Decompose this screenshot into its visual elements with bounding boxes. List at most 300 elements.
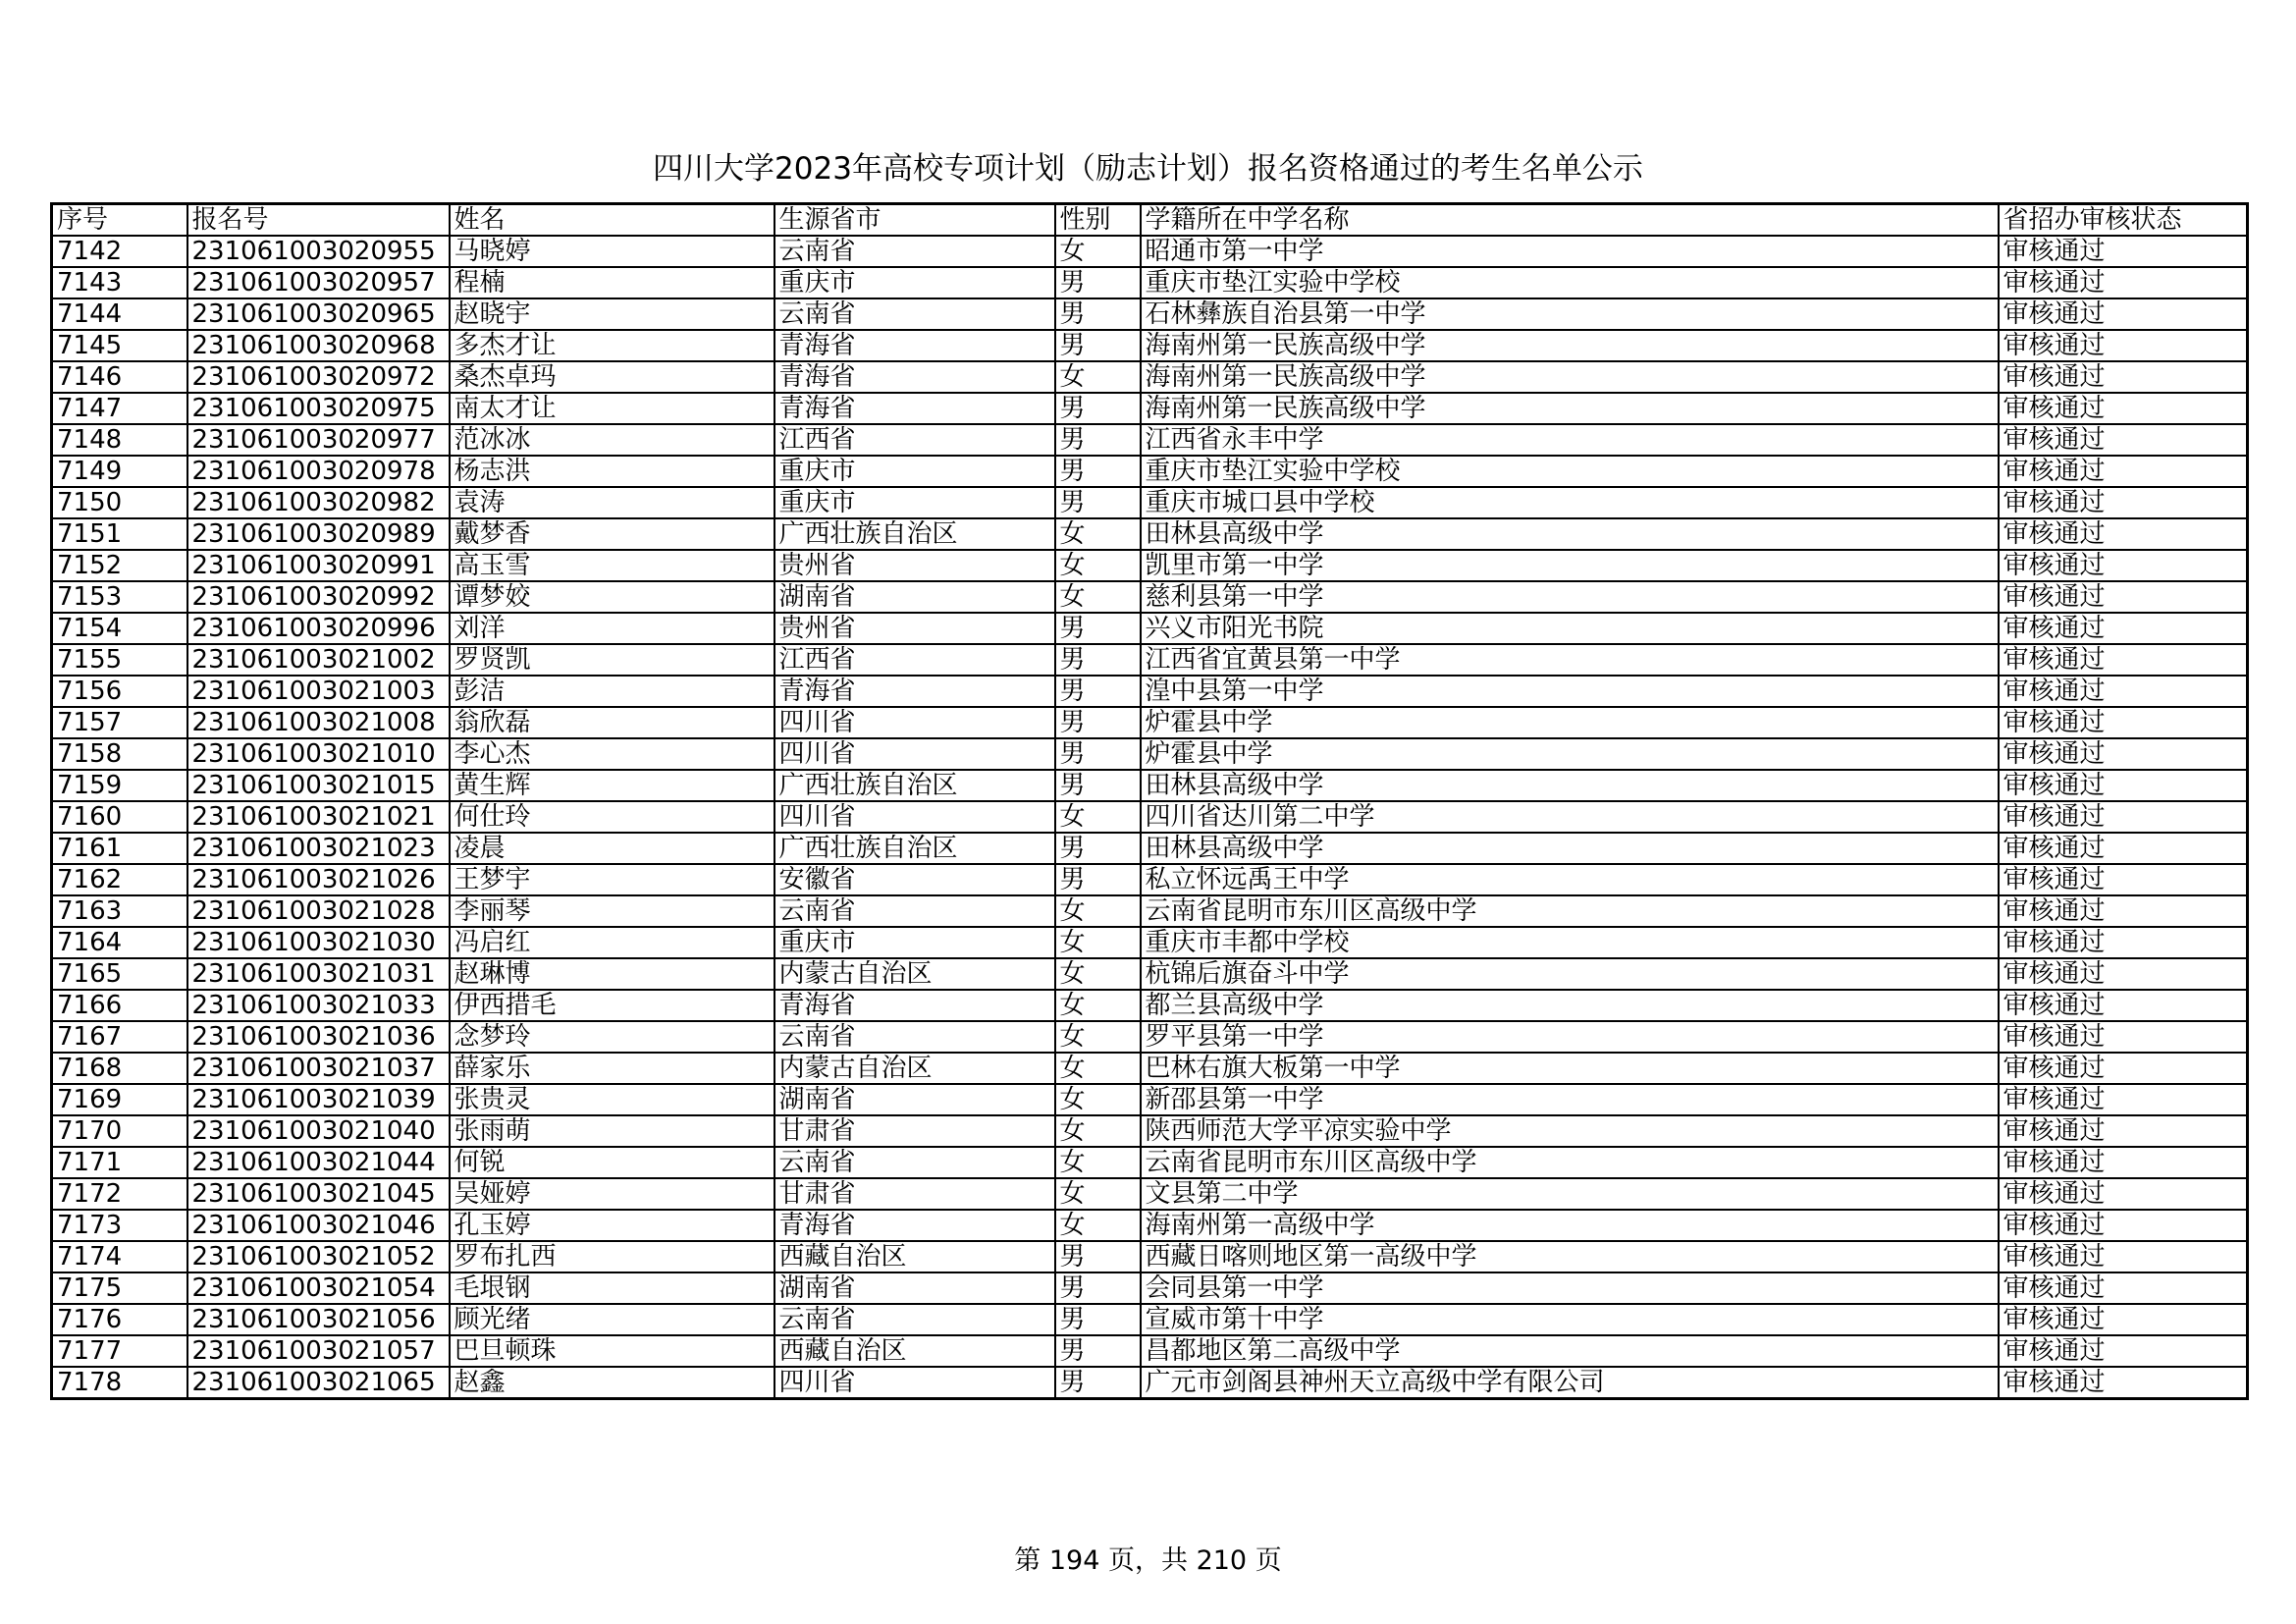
- cell-gender: 男: [1055, 1304, 1141, 1335]
- cell-registration-number: 231061003021056: [187, 1304, 450, 1335]
- cell-school: 重庆市城口县中学校: [1141, 487, 1999, 518]
- cell-school: 西藏日喀则地区第一高级中学: [1141, 1241, 1999, 1272]
- cell-registration-number: 231061003021003: [187, 676, 450, 707]
- table-row: [52, 676, 2248, 707]
- cell-province: 甘肃省: [774, 1115, 1055, 1147]
- table-row: [52, 456, 2248, 487]
- cell-review-status: 审核通过: [1999, 1210, 2248, 1241]
- cell-school: 宣威市第十中学: [1141, 1304, 1999, 1335]
- cell-gender: 男: [1055, 456, 1141, 487]
- cell-review-status: 审核通过: [1999, 1367, 2248, 1399]
- cell-registration-number: 231061003021036: [187, 1021, 450, 1053]
- cell-gender: 男: [1055, 833, 1141, 864]
- cell-gender: 男: [1055, 1335, 1141, 1367]
- cell-review-status: 审核通过: [1999, 1304, 2248, 1335]
- cell-name: 毛垠钢: [450, 1272, 774, 1304]
- table-row: [52, 1241, 2248, 1272]
- table-row: [52, 927, 2248, 958]
- cell-school: 巴林右旗大板第一中学: [1141, 1053, 1999, 1084]
- cell-gender: 女: [1055, 895, 1141, 927]
- cell-index: 7155: [52, 644, 187, 676]
- cell-name: 黄生辉: [450, 770, 774, 801]
- cell-review-status: 审核通过: [1999, 267, 2248, 298]
- cell-index: 7177: [52, 1335, 187, 1367]
- cell-gender: 男: [1055, 676, 1141, 707]
- cell-registration-number: 231061003021023: [187, 833, 450, 864]
- cell-province: 云南省: [774, 1304, 1055, 1335]
- cell-gender: 男: [1055, 613, 1141, 644]
- column-header-registration-number: 报名号: [187, 204, 450, 237]
- cell-province: 西藏自治区: [774, 1241, 1055, 1272]
- cell-name: 薛家乐: [450, 1053, 774, 1084]
- cell-gender: 男: [1055, 487, 1141, 518]
- cell-gender: 女: [1055, 990, 1141, 1021]
- cell-index: 7163: [52, 895, 187, 927]
- cell-index: 7176: [52, 1304, 187, 1335]
- cell-review-status: 审核通过: [1999, 1241, 2248, 1272]
- cell-name: 多杰才让: [450, 330, 774, 361]
- cell-province: 重庆市: [774, 487, 1055, 518]
- table-row: [52, 267, 2248, 298]
- cell-name: 谭梦姣: [450, 581, 774, 613]
- table-row: [52, 330, 2248, 361]
- cell-province: 青海省: [774, 393, 1055, 424]
- cell-index: 7173: [52, 1210, 187, 1241]
- cell-gender: 女: [1055, 581, 1141, 613]
- cell-registration-number: 231061003021046: [187, 1210, 450, 1241]
- cell-gender: 女: [1055, 361, 1141, 393]
- cell-index: 7159: [52, 770, 187, 801]
- cell-province: 云南省: [774, 1021, 1055, 1053]
- cell-gender: 女: [1055, 1021, 1141, 1053]
- cell-registration-number: 231061003021057: [187, 1335, 450, 1367]
- cell-province: 青海省: [774, 330, 1055, 361]
- cell-school: 广元市剑阁县神州天立高级中学有限公司: [1141, 1367, 1999, 1399]
- cell-name: 彭洁: [450, 676, 774, 707]
- cell-index: 7154: [52, 613, 187, 644]
- cell-name: 念梦玲: [450, 1021, 774, 1053]
- cell-review-status: 审核通过: [1999, 236, 2248, 267]
- cell-name: 赵晓宇: [450, 298, 774, 330]
- table-row: [52, 864, 2248, 895]
- cell-index: 7146: [52, 361, 187, 393]
- cell-province: 云南省: [774, 236, 1055, 267]
- table-row: [52, 550, 2248, 581]
- cell-index: 7151: [52, 518, 187, 550]
- cell-school: 重庆市垫江实验中学校: [1141, 267, 1999, 298]
- cell-registration-number: 231061003021030: [187, 927, 450, 958]
- cell-review-status: 审核通过: [1999, 990, 2248, 1021]
- cell-registration-number: 231061003020991: [187, 550, 450, 581]
- cell-name: 伊西措毛: [450, 990, 774, 1021]
- cell-province: 青海省: [774, 676, 1055, 707]
- table-row: [52, 1021, 2248, 1053]
- cell-index: 7145: [52, 330, 187, 361]
- cell-registration-number: 231061003020977: [187, 424, 450, 456]
- cell-registration-number: 231061003020996: [187, 613, 450, 644]
- cell-index: 7160: [52, 801, 187, 833]
- table-row: [52, 1272, 2248, 1304]
- cell-gender: 女: [1055, 550, 1141, 581]
- cell-index: 7150: [52, 487, 187, 518]
- cell-review-status: 审核通过: [1999, 581, 2248, 613]
- cell-name: 罗贤凯: [450, 644, 774, 676]
- cell-registration-number: 231061003021028: [187, 895, 450, 927]
- cell-gender: 女: [1055, 1178, 1141, 1210]
- cell-school: 江西省永丰中学: [1141, 424, 1999, 456]
- cell-name: 翁欣磊: [450, 707, 774, 738]
- cell-gender: 男: [1055, 393, 1141, 424]
- cell-name: 刘洋: [450, 613, 774, 644]
- cell-school: 石林彝族自治县第一中学: [1141, 298, 1999, 330]
- cell-name: 李丽琴: [450, 895, 774, 927]
- cell-province: 湖南省: [774, 1272, 1055, 1304]
- cell-name: 巴旦顿珠: [450, 1335, 774, 1367]
- cell-school: 田林县高级中学: [1141, 770, 1999, 801]
- cell-review-status: 审核通过: [1999, 393, 2248, 424]
- cell-gender: 男: [1055, 770, 1141, 801]
- cell-review-status: 审核通过: [1999, 833, 2248, 864]
- cell-gender: 女: [1055, 1147, 1141, 1178]
- cell-name: 南太才让: [450, 393, 774, 424]
- cell-province: 重庆市: [774, 456, 1055, 487]
- cell-school: 凯里市第一中学: [1141, 550, 1999, 581]
- cell-province: 甘肃省: [774, 1178, 1055, 1210]
- cell-province: 广西壮族自治区: [774, 518, 1055, 550]
- cell-school: 海南州第一高级中学: [1141, 1210, 1999, 1241]
- cell-school: 云南省昆明市东川区高级中学: [1141, 1147, 1999, 1178]
- table-row: [52, 1335, 2248, 1367]
- cell-province: 湖南省: [774, 1084, 1055, 1115]
- cell-school: 私立怀远禹王中学: [1141, 864, 1999, 895]
- cell-gender: 男: [1055, 424, 1141, 456]
- cell-school: 炉霍县中学: [1141, 738, 1999, 770]
- cell-school: 文县第二中学: [1141, 1178, 1999, 1210]
- cell-index: 7142: [52, 236, 187, 267]
- column-header-name: 姓名: [450, 204, 774, 237]
- cell-gender: 女: [1055, 518, 1141, 550]
- cell-index: 7162: [52, 864, 187, 895]
- cell-index: 7168: [52, 1053, 187, 1084]
- cell-school: 湟中县第一中学: [1141, 676, 1999, 707]
- cell-registration-number: 231061003020968: [187, 330, 450, 361]
- cell-school: 海南州第一民族高级中学: [1141, 393, 1999, 424]
- table-header-row: [52, 204, 2248, 237]
- cell-school: 海南州第一民族高级中学: [1141, 361, 1999, 393]
- cell-review-status: 审核通过: [1999, 1115, 2248, 1147]
- cell-name: 赵鑫: [450, 1367, 774, 1399]
- cell-registration-number: 231061003021065: [187, 1367, 450, 1399]
- cell-school: 慈利县第一中学: [1141, 581, 1999, 613]
- cell-review-status: 审核通过: [1999, 487, 2248, 518]
- table-row: [52, 958, 2248, 990]
- cell-index: 7178: [52, 1367, 187, 1399]
- cell-review-status: 审核通过: [1999, 895, 2248, 927]
- cell-review-status: 审核通过: [1999, 456, 2248, 487]
- cell-registration-number: 231061003021040: [187, 1115, 450, 1147]
- cell-gender: 女: [1055, 927, 1141, 958]
- cell-gender: 男: [1055, 1272, 1141, 1304]
- cell-index: 7172: [52, 1178, 187, 1210]
- table-row: [52, 236, 2248, 267]
- cell-index: 7170: [52, 1115, 187, 1147]
- cell-province: 西藏自治区: [774, 1335, 1055, 1367]
- cell-index: 7175: [52, 1272, 187, 1304]
- cell-gender: 男: [1055, 298, 1141, 330]
- table-row: [52, 518, 2248, 550]
- cell-index: 7153: [52, 581, 187, 613]
- cell-registration-number: 231061003021039: [187, 1084, 450, 1115]
- cell-registration-number: 231061003020957: [187, 267, 450, 298]
- cell-school: 陕西师范大学平凉实验中学: [1141, 1115, 1999, 1147]
- cell-name: 王梦宇: [450, 864, 774, 895]
- table-row: [52, 393, 2248, 424]
- table-row: [52, 1053, 2248, 1084]
- table-row: [52, 801, 2248, 833]
- cell-province: 青海省: [774, 990, 1055, 1021]
- cell-gender: 女: [1055, 1053, 1141, 1084]
- table-row: [52, 1304, 2248, 1335]
- cell-registration-number: 231061003021015: [187, 770, 450, 801]
- cell-review-status: 审核通过: [1999, 1053, 2248, 1084]
- cell-registration-number: 231061003020989: [187, 518, 450, 550]
- cell-review-status: 审核通过: [1999, 644, 2248, 676]
- cell-index: 7169: [52, 1084, 187, 1115]
- table-row: [52, 424, 2248, 456]
- cell-gender: 女: [1055, 1115, 1141, 1147]
- cell-index: 7148: [52, 424, 187, 456]
- cell-province: 重庆市: [774, 267, 1055, 298]
- cell-index: 7161: [52, 833, 187, 864]
- cell-review-status: 审核通过: [1999, 1272, 2248, 1304]
- cell-gender: 男: [1055, 330, 1141, 361]
- cell-gender: 男: [1055, 1367, 1141, 1399]
- cell-school: 田林县高级中学: [1141, 833, 1999, 864]
- candidate-table: [50, 202, 2249, 1400]
- cell-gender: 女: [1055, 236, 1141, 267]
- cell-name: 程楠: [450, 267, 774, 298]
- cell-index: 7174: [52, 1241, 187, 1272]
- table-row: [52, 1367, 2248, 1399]
- cell-school: 昌都地区第二高级中学: [1141, 1335, 1999, 1367]
- cell-review-status: 审核通过: [1999, 1147, 2248, 1178]
- cell-school: 罗平县第一中学: [1141, 1021, 1999, 1053]
- cell-province: 青海省: [774, 361, 1055, 393]
- cell-school: 会同县第一中学: [1141, 1272, 1999, 1304]
- cell-name: 袁涛: [450, 487, 774, 518]
- cell-name: 杨志洪: [450, 456, 774, 487]
- cell-review-status: 审核通过: [1999, 801, 2248, 833]
- table-row: [52, 1210, 2248, 1241]
- cell-name: 罗布扎西: [450, 1241, 774, 1272]
- cell-name: 马晓婷: [450, 236, 774, 267]
- cell-registration-number: 231061003021021: [187, 801, 450, 833]
- cell-school: 新邵县第一中学: [1141, 1084, 1999, 1115]
- cell-school: 昭通市第一中学: [1141, 236, 1999, 267]
- cell-name: 张贵灵: [450, 1084, 774, 1115]
- cell-gender: 女: [1055, 801, 1141, 833]
- cell-registration-number: 231061003020978: [187, 456, 450, 487]
- cell-registration-number: 231061003020982: [187, 487, 450, 518]
- cell-registration-number: 231061003020965: [187, 298, 450, 330]
- cell-registration-number: 231061003020955: [187, 236, 450, 267]
- column-header-review-status: 省招办审核状态: [1999, 204, 2248, 237]
- cell-gender: 男: [1055, 707, 1141, 738]
- cell-review-status: 审核通过: [1999, 676, 2248, 707]
- cell-school: 重庆市丰都中学校: [1141, 927, 1999, 958]
- cell-registration-number: 231061003021010: [187, 738, 450, 770]
- page-title: 四川大学2023年高校专项计划（励志计划）报名资格通过的考生名单公示: [653, 151, 1643, 187]
- cell-name: 张雨萌: [450, 1115, 774, 1147]
- table-row: [52, 1084, 2248, 1115]
- cell-index: 7149: [52, 456, 187, 487]
- cell-name: 戴梦香: [450, 518, 774, 550]
- cell-province: 内蒙古自治区: [774, 1053, 1055, 1084]
- cell-school: 重庆市垫江实验中学校: [1141, 456, 1999, 487]
- column-header-province: 生源省市: [774, 204, 1055, 237]
- cell-province: 四川省: [774, 801, 1055, 833]
- cell-registration-number: 231061003021031: [187, 958, 450, 990]
- cell-index: 7171: [52, 1147, 187, 1178]
- cell-registration-number: 231061003021026: [187, 864, 450, 895]
- cell-review-status: 审核通过: [1999, 958, 2248, 990]
- column-header-index: 序号: [52, 204, 187, 237]
- cell-registration-number: 231061003021033: [187, 990, 450, 1021]
- cell-school: 兴义市阳光书院: [1141, 613, 1999, 644]
- cell-review-status: 审核通过: [1999, 738, 2248, 770]
- column-header-school: 学籍所在中学名称: [1141, 204, 1999, 237]
- cell-review-status: 审核通过: [1999, 330, 2248, 361]
- cell-province: 贵州省: [774, 550, 1055, 581]
- cell-name: 范冰冰: [450, 424, 774, 456]
- cell-school: 田林县高级中学: [1141, 518, 1999, 550]
- cell-gender: 女: [1055, 958, 1141, 990]
- cell-province: 重庆市: [774, 927, 1055, 958]
- cell-gender: 女: [1055, 1210, 1141, 1241]
- table-row: [52, 581, 2248, 613]
- cell-gender: 男: [1055, 644, 1141, 676]
- cell-province: 云南省: [774, 1147, 1055, 1178]
- cell-province: 四川省: [774, 738, 1055, 770]
- cell-province: 云南省: [774, 895, 1055, 927]
- cell-review-status: 审核通过: [1999, 613, 2248, 644]
- cell-gender: 男: [1055, 738, 1141, 770]
- cell-gender: 男: [1055, 1241, 1141, 1272]
- cell-index: 7147: [52, 393, 187, 424]
- cell-gender: 女: [1055, 1084, 1141, 1115]
- cell-registration-number: 231061003021008: [187, 707, 450, 738]
- cell-registration-number: 231061003020992: [187, 581, 450, 613]
- cell-school: 四川省达川第二中学: [1141, 801, 1999, 833]
- table-row: [52, 833, 2248, 864]
- cell-index: 7143: [52, 267, 187, 298]
- cell-name: 李心杰: [450, 738, 774, 770]
- table-row: [52, 1147, 2248, 1178]
- cell-index: 7157: [52, 707, 187, 738]
- cell-name: 顾光绪: [450, 1304, 774, 1335]
- table-row: [52, 361, 2248, 393]
- cell-registration-number: 231061003020975: [187, 393, 450, 424]
- table-row: [52, 707, 2248, 738]
- cell-review-status: 审核通过: [1999, 927, 2248, 958]
- table-row: [52, 990, 2248, 1021]
- cell-review-status: 审核通过: [1999, 1021, 2248, 1053]
- cell-province: 广西壮族自治区: [774, 833, 1055, 864]
- column-header-gender: 性别: [1055, 204, 1141, 237]
- cell-province: 内蒙古自治区: [774, 958, 1055, 990]
- cell-review-status: 审核通过: [1999, 1335, 2248, 1367]
- cell-name: 凌晨: [450, 833, 774, 864]
- cell-review-status: 审核通过: [1999, 424, 2248, 456]
- cell-province: 广西壮族自治区: [774, 770, 1055, 801]
- cell-review-status: 审核通过: [1999, 864, 2248, 895]
- table-row: [52, 770, 2248, 801]
- table-row: [52, 644, 2248, 676]
- table-row: [52, 298, 2248, 330]
- cell-review-status: 审核通过: [1999, 1084, 2248, 1115]
- cell-gender: 男: [1055, 864, 1141, 895]
- cell-registration-number: 231061003021044: [187, 1147, 450, 1178]
- table-row: [52, 1178, 2248, 1210]
- table-row: [52, 1115, 2248, 1147]
- cell-registration-number: 231061003021037: [187, 1053, 450, 1084]
- cell-name: 桑杰卓玛: [450, 361, 774, 393]
- cell-review-status: 审核通过: [1999, 707, 2248, 738]
- cell-province: 江西省: [774, 424, 1055, 456]
- cell-province: 四川省: [774, 707, 1055, 738]
- table-row: [52, 613, 2248, 644]
- cell-review-status: 审核通过: [1999, 550, 2248, 581]
- cell-index: 7164: [52, 927, 187, 958]
- cell-school: 炉霍县中学: [1141, 707, 1999, 738]
- table-row: [52, 487, 2248, 518]
- cell-name: 冯启红: [450, 927, 774, 958]
- cell-index: 7167: [52, 1021, 187, 1053]
- cell-review-status: 审核通过: [1999, 298, 2248, 330]
- cell-registration-number: 231061003021054: [187, 1272, 450, 1304]
- cell-index: 7156: [52, 676, 187, 707]
- cell-index: 7165: [52, 958, 187, 990]
- cell-review-status: 审核通过: [1999, 770, 2248, 801]
- cell-province: 安徽省: [774, 864, 1055, 895]
- cell-review-status: 审核通过: [1999, 518, 2248, 550]
- cell-index: 7166: [52, 990, 187, 1021]
- cell-name: 孔玉婷: [450, 1210, 774, 1241]
- cell-gender: 男: [1055, 267, 1141, 298]
- cell-review-status: 审核通过: [1999, 1178, 2248, 1210]
- table-row: [52, 738, 2248, 770]
- cell-review-status: 审核通过: [1999, 361, 2248, 393]
- cell-index: 7158: [52, 738, 187, 770]
- cell-name: 何仕玲: [450, 801, 774, 833]
- cell-registration-number: 231061003021052: [187, 1241, 450, 1272]
- cell-registration-number: 231061003021002: [187, 644, 450, 676]
- cell-name: 高玉雪: [450, 550, 774, 581]
- cell-school: 江西省宜黄县第一中学: [1141, 644, 1999, 676]
- table-row: [52, 895, 2248, 927]
- cell-province: 四川省: [774, 1367, 1055, 1399]
- cell-province: 贵州省: [774, 613, 1055, 644]
- cell-school: 海南州第一民族高级中学: [1141, 330, 1999, 361]
- page-number: 第 194 页，共 210 页: [1014, 1545, 1282, 1576]
- cell-index: 7152: [52, 550, 187, 581]
- cell-province: 湖南省: [774, 581, 1055, 613]
- cell-province: 江西省: [774, 644, 1055, 676]
- cell-name: 吴娅婷: [450, 1178, 774, 1210]
- cell-registration-number: 231061003020972: [187, 361, 450, 393]
- cell-registration-number: 231061003021045: [187, 1178, 450, 1210]
- cell-school: 杭锦后旗奋斗中学: [1141, 958, 1999, 990]
